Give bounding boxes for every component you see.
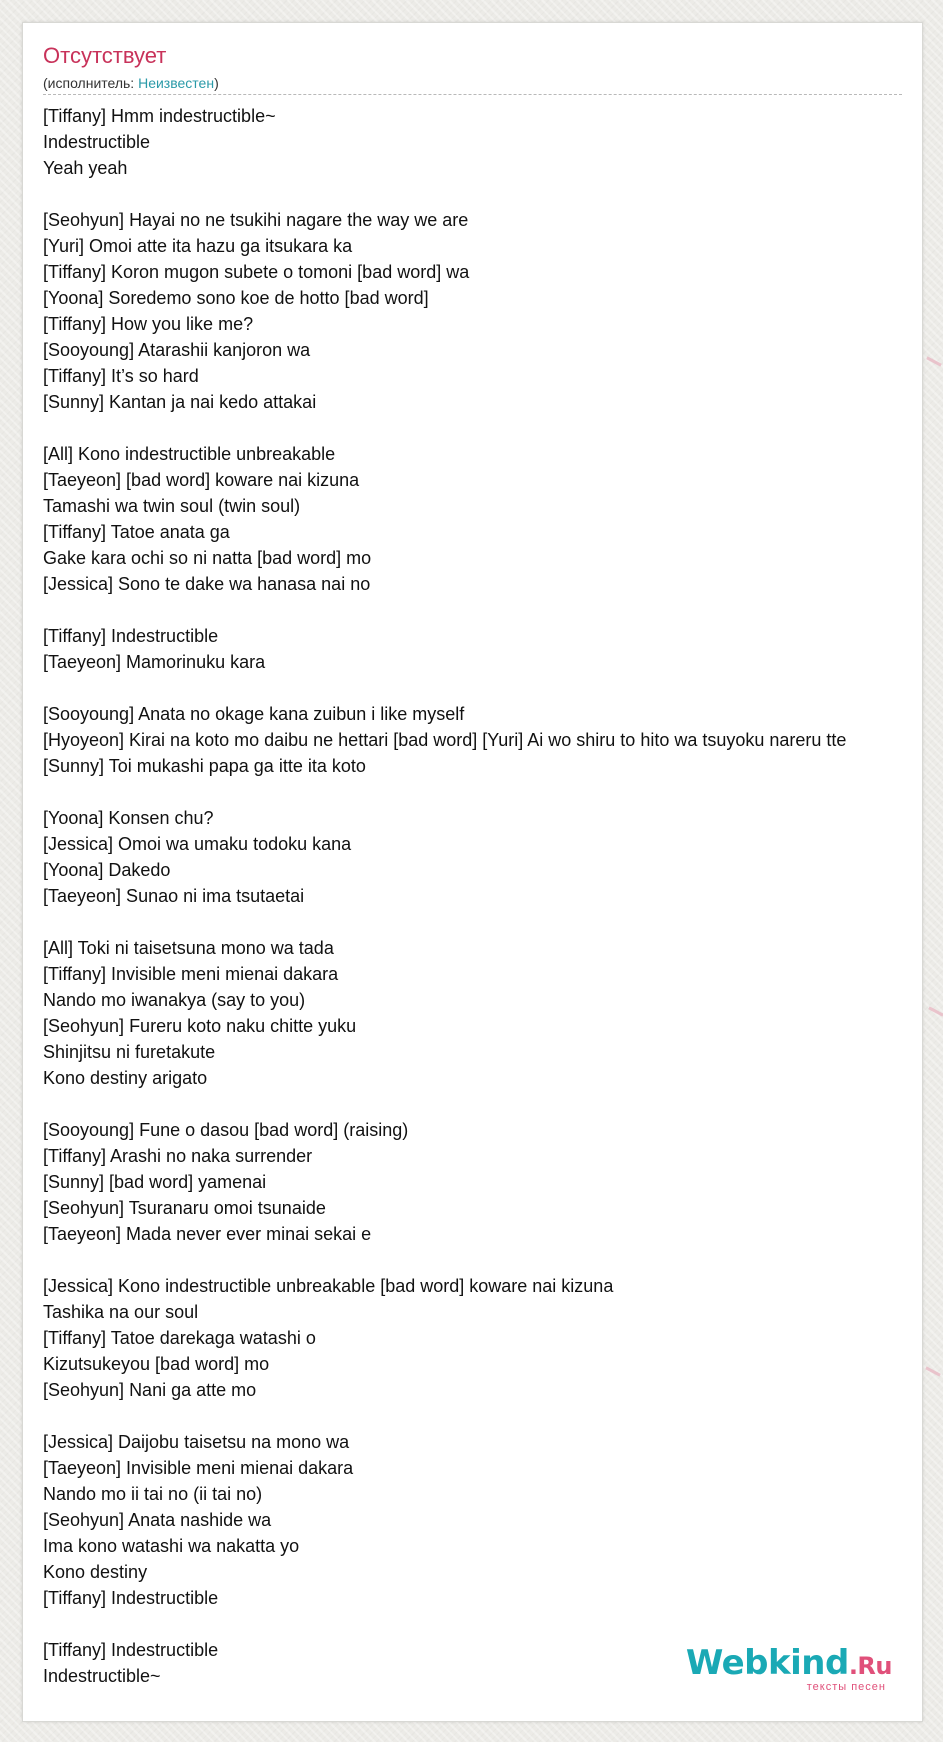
- lyric-blank-line: [43, 779, 923, 805]
- lyric-line: Kono destiny arigato: [43, 1068, 208, 1088]
- lyric-line: Indestructible: [43, 132, 151, 152]
- lyric-line: [Taeyeon] Mada never ever minai sekai e: [43, 1224, 372, 1244]
- lyric-line: [Tiffany] Invisible meni mienai dakara: [43, 964, 339, 984]
- song-title: Отсутствует: [43, 43, 167, 68]
- lyric-line: [Jessica] Daijobu taisetsu na mono wa: [43, 1432, 350, 1452]
- logo-wordmark: [686, 1643, 892, 1686]
- header-divider: [43, 94, 902, 95]
- lyric-line: [Sunny] Toi mukashi papa ga itte ita koto: [43, 756, 366, 776]
- lyric-line: [Tiffany] Indestructible: [43, 1588, 219, 1608]
- artist-prefix: (исполнитель:: [43, 75, 139, 91]
- lyric-line: [Tiffany] Hmm indestructible~: [43, 106, 276, 126]
- lyric-line: [Tiffany] Arashi no naka surrender: [43, 1146, 313, 1166]
- lyric-line: Tashika na our soul: [43, 1302, 199, 1322]
- lyric-blank-line: [43, 1403, 923, 1429]
- lyric-line: [Seohyun] Anata nashide wa: [43, 1510, 272, 1530]
- lyric-line: [Sunny] [bad word] yamenai: [43, 1172, 267, 1192]
- lyric-blank-line: [43, 597, 923, 623]
- lyric-line: [Jessica] Sono te dake wa hanasa nai no: [43, 574, 371, 594]
- lyric-line: Kono destiny: [43, 1562, 148, 1582]
- lyric-line: [Seohyun] Tsuranaru omoi tsunaide: [43, 1198, 326, 1218]
- lyric-line: [Yoona] Soredemo sono koe de hotto [bad word]: [43, 288, 429, 308]
- lyric-blank-line: [43, 1611, 923, 1637]
- background-decoration: [925, 1366, 941, 1376]
- lyric-line: [Seohyun] Hayai no ne tsukihi nagare the way we are: [43, 210, 469, 230]
- lyrics-card: [22, 22, 923, 1722]
- lyric-line: [Tiffany] Tatoe anata ga: [43, 522, 230, 542]
- lyric-line: Gake kara ochi so ni natta [bad word] mo: [43, 548, 372, 568]
- lyric-line: [Seohyun] Fureru koto naku chitte yuku: [43, 1016, 357, 1036]
- lyric-line: Kizutsukeyou [bad word] mo: [43, 1354, 270, 1374]
- lyric-line: Yeah yeah: [43, 158, 128, 178]
- logo-name: Webkind: [685, 1643, 849, 1683]
- lyric-line: [Tiffany] Koron mugon subete o tomoni [bad word] wa: [43, 262, 470, 282]
- background-decoration: [926, 356, 942, 366]
- lyric-blank-line: [43, 181, 923, 207]
- lyric-blank-line: [43, 1091, 923, 1117]
- lyric-line: [Taeyeon] Invisible meni mienai dakara: [43, 1458, 354, 1478]
- lyric-line: [Taeyeon] Sunao ni ima tsutaetai: [43, 886, 305, 906]
- lyric-blank-line: [43, 415, 923, 441]
- lyric-line: [Jessica] Kono indestructible unbreakable [bad word] koware nai kizuna: [43, 1276, 614, 1296]
- logo-tld: .Ru: [848, 1652, 892, 1680]
- lyric-line: [Tiffany] Indestructible: [43, 626, 219, 646]
- lyric-line: [All] Toki ni taisetsuna mono wa tada: [43, 938, 334, 958]
- lyric-line: Nando mo iwanakya (say to you): [43, 990, 306, 1010]
- lyric-line: Indestructible~: [43, 1666, 161, 1686]
- lyric-line: [Jessica] Omoi wa umaku todoku kana: [43, 834, 352, 854]
- lyric-line: [Sooyoung] Anata no okage kana zuibun i like myself: [43, 704, 465, 724]
- lyric-line: [All] Kono indestructible unbreakable: [43, 444, 336, 464]
- lyric-line: [Tiffany] Tatoe darekaga watashi o: [43, 1328, 316, 1348]
- lyric-line: [Tiffany] How you like me?: [43, 314, 254, 334]
- lyric-line: [Yoona] Dakedo: [43, 860, 171, 880]
- lyric-line: Nando mo ii tai no (ii tai no): [43, 1484, 263, 1504]
- artist-link[interactable]: Неизвестен: [138, 75, 215, 91]
- lyric-line: [Sooyoung] Fune o dasou [bad word] (raising): [43, 1120, 409, 1140]
- lyric-line: [Sooyoung] Atarashii kanjoron wa: [43, 340, 311, 360]
- lyric-line: [Hyoyeon] Kirai na koto mo daibu ne hettari [bad word] [Yuri] Ai wo shiru to hito wa tsuyoku nareru tte: [43, 730, 847, 750]
- lyric-line: [Yuri] Omoi atte ita hazu ga itsukara ka: [43, 236, 353, 256]
- lyric-line: Tamashi wa twin soul (twin soul): [43, 496, 301, 516]
- logo-tagline: тексты песен: [806, 1681, 886, 1693]
- lyric-line: Ima kono watashi wa nakatta yo: [43, 1536, 300, 1556]
- lyric-line: [Taeyeon] Mamorinuku kara: [43, 652, 266, 672]
- artist-line: [43, 74, 219, 92]
- lyric-line: [Sunny] Kantan ja nai kedo attakai: [43, 392, 317, 412]
- artist-suffix: ): [214, 75, 219, 91]
- lyric-line: Shinjitsu ni furetakute: [43, 1042, 216, 1062]
- lyric-line: [Seohyun] Nani ga atte mo: [43, 1380, 257, 1400]
- lyric-line: [Taeyeon] [bad word] koware nai kizuna: [43, 470, 360, 490]
- lyric-line: [Tiffany] Indestructible: [43, 1640, 219, 1660]
- lyric-blank-line: [43, 1247, 923, 1273]
- lyric-line: [Yoona] Konsen chu?: [43, 808, 214, 828]
- lyric-blank-line: [43, 675, 923, 701]
- lyric-blank-line: [43, 909, 923, 935]
- site-logo[interactable]: [685, 1643, 892, 1695]
- lyric-line: [Tiffany] It’s so hard: [43, 366, 199, 386]
- lyrics-text: [43, 103, 923, 1689]
- background-decoration: [928, 1006, 943, 1016]
